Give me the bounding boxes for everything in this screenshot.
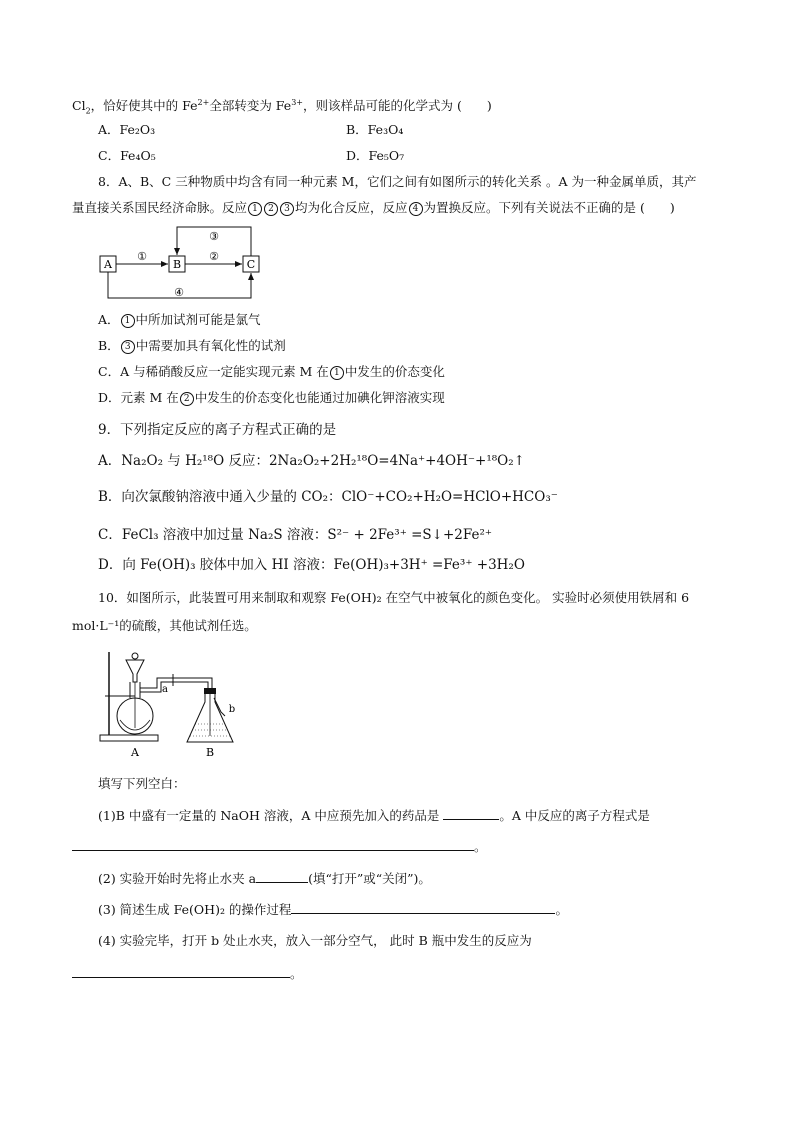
circled-number-3: 3 (121, 340, 135, 354)
apparatus-label-b: B (205, 746, 215, 759)
circled-number-3: 3 (280, 202, 294, 216)
q8-option-a: A． 1 中所加试剂可能是氯气 (98, 312, 261, 327)
q10-sub-3: (3) 简述生成 Fe(OH)₂ 的操作过程 。 (98, 902, 568, 917)
diagram-label-c: C (246, 258, 256, 271)
q8-option-b: B． 3 中需要加具有氧化性的试剂 (98, 338, 286, 353)
q10-sub-1: (1)B 中盛有一定量的 NaOH 溶液，A 中应预先加入的药品是 。A 中反应的离子方程式是 (98, 808, 650, 823)
q8-option-c: C．A 与稀硝酸反应一定能实现元素 M 在 1 中发生的价态变化 (98, 364, 445, 379)
q10-sub-1-line: 。 (72, 838, 487, 855)
q8-stem-line-1: 8．A、B、C 三种物质中均含有同一种元素 M，它们之间有如图所示的转化关系 。A 为一种金属单质，其产 (98, 174, 697, 189)
circled-number-1: 1 (121, 314, 135, 328)
q7-option-c: C．Fe₄O₅ (98, 148, 156, 163)
q7-option-a: A．Fe₂O₃ (98, 122, 156, 137)
q9-option-c: C．FeCl₃ 溶液中加过量 Na₂S 溶液：S²⁻ + 2Fe³⁺ =S↓+2Fe²⁺ (98, 527, 493, 543)
q9-option-a: A．Na₂O₂ 与 H₂¹⁸O 反应：2Na₂O₂+2H₂¹⁸O=4Na⁺+4OH⁻+¹⁸O₂↑ (98, 453, 525, 469)
apparatus-label-a: A (131, 746, 139, 759)
answer-blank-1b[interactable] (72, 838, 474, 851)
q9-stem: 9．下列指定反应的离子方程式正确的是 (98, 422, 337, 438)
q10-stem-line-1: 10．如图所示，此装置可用来制取和观察 Fe(OH)₂ 在空气中被氧化的颜色变化。 实验时必须使用铁屑和 6 (98, 590, 690, 605)
circled-number-2: 2 (264, 202, 278, 216)
answer-blank-1a[interactable] (443, 807, 499, 820)
circled-number-1: 1 (330, 366, 344, 380)
q10-sub-4: (4) 实验完毕，打开 b 处止水夹，放入一部分空气， 此时 B 瓶中发生的反应为 (98, 933, 532, 948)
delivery-tube (140, 678, 212, 690)
q9-option-d: D．向 Fe(OH)₃ 胶体中加入 HI 溶液：Fe(OH)₃+3H⁺ =Fe³⁺ +3H₂O (98, 557, 525, 573)
answer-blank-4[interactable] (72, 965, 290, 978)
diagram-reaction-1: ① (137, 250, 147, 263)
q10-fill-instruction: 填写下列空白： (98, 776, 186, 791)
clamp-a-label: a (162, 684, 168, 695)
clamp-b-label: b (228, 704, 236, 715)
stand-base (100, 735, 158, 741)
diagram-reaction-4: ④ (174, 286, 184, 299)
q8-stem-line-2: 量直接关系国民经济命脉。反应 1 2 3 均为化合反应，反应 4 为置换反应。下列有关说法不正确的是 ( ) (72, 200, 675, 215)
answer-blank-3[interactable] (291, 901, 555, 914)
diagram-label-a: A (104, 258, 112, 271)
stopper-b (204, 688, 216, 694)
clamp-b (214, 698, 225, 716)
diagram-reaction-3: ③ (209, 230, 219, 243)
circled-number-4: 4 (409, 202, 423, 216)
q7-option-b: B．Fe₃O₄ (346, 122, 404, 137)
q10-stem-line-2: mol·L⁻¹的硫酸，其他试剂任选。 (72, 618, 257, 633)
q10-apparatus-figure (95, 646, 255, 761)
q9-option-b: B．向次氯酸钠溶液中通入少量的 CO₂：ClO⁻+CO₂+H₂O=HClO+HCO₃⁻ (98, 489, 558, 505)
q10-sub-4-line: 。 (72, 965, 303, 982)
q8-conversion-diagram (95, 222, 275, 302)
q7-stem-line: $Cl_2$，恰好使其中的 $Fe^{2+}$全部转变为 $Fe^{3+}$，则该样品可能的化学式为 ( ) (72, 98, 492, 116)
q10-sub-2: (2) 实验开始时先将止水夹 a (填“打开”或“关闭”)。 (98, 871, 431, 886)
diagram-label-b: B (172, 258, 182, 271)
q7-option-d: D．Fe₅O₇ (346, 148, 405, 163)
q8-option-d: D．元素 M 在 2 中发生的价态变化也能通过加碘化钾溶液实现 (98, 390, 445, 405)
answer-blank-2[interactable] (256, 870, 308, 883)
circled-number-2: 2 (180, 392, 194, 406)
separatory-funnel (126, 660, 144, 682)
diagram-reaction-2: ② (209, 250, 219, 263)
circled-number-1: 1 (248, 202, 262, 216)
